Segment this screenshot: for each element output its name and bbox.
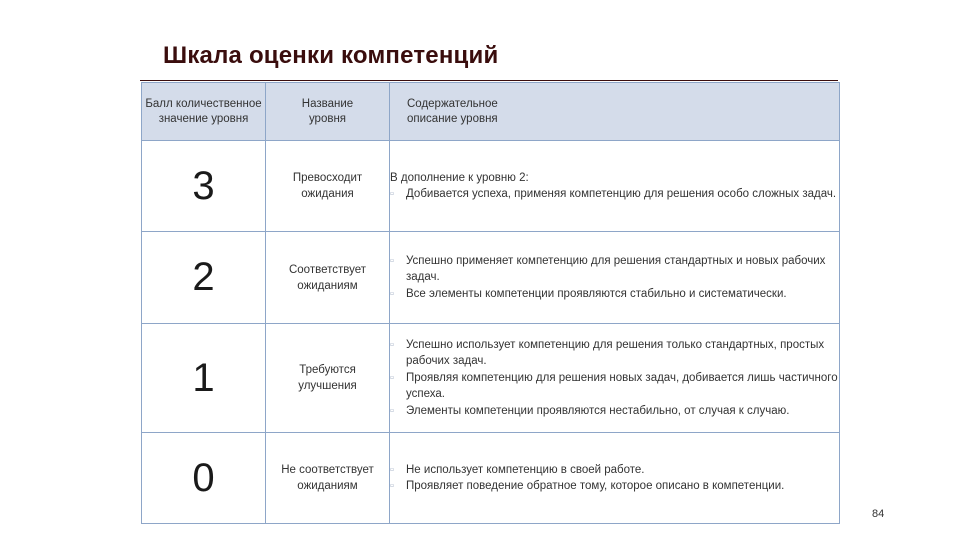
description-list [390, 253, 839, 303]
table-row [142, 433, 840, 524]
page-title: Шкала оценки компетенций [163, 42, 499, 69]
description-item [390, 286, 839, 303]
title-underline [140, 80, 838, 81]
header-description-text: Содержательное описание уровня [407, 97, 498, 125]
table-row [142, 141, 840, 232]
header-level-name-text: Название уровня [301, 97, 354, 125]
description-item [390, 253, 839, 286]
description-item [390, 403, 839, 420]
description-item [390, 370, 839, 403]
description-cell [390, 324, 840, 433]
description-item-text: Добивается успеха, применяя компетенцию для решения особо сложных задач. [406, 188, 837, 200]
bullet-icon: ▫ [390, 404, 394, 417]
bullet-icon: ▫ [390, 287, 394, 300]
header-level-name [266, 83, 390, 141]
table-row [142, 324, 840, 433]
header-description [390, 83, 840, 141]
description-intro: В дополнение к уровню 2: [390, 171, 529, 184]
score-cell: 2 [142, 232, 266, 324]
description-item [390, 186, 839, 203]
description-cell [390, 232, 840, 324]
level-name-text: Не соответствует ожиданиям [281, 464, 374, 492]
description-list [390, 186, 839, 203]
description-item-text: Не использует компетенцию в своей работе. [406, 463, 645, 476]
description-list [390, 462, 839, 495]
description-item-text: Проявляет поведение обратное тому, которое описано в компетенции. [406, 480, 785, 492]
bullet-icon: ▫ [390, 480, 394, 492]
level-name-cell [266, 141, 390, 232]
score-cell: 1 [142, 324, 266, 433]
description-item-text: Все элементы компетенции проявляются стабильно и систематически. [406, 287, 787, 300]
description-item-text: Проявляя компетенцию для решения новых задач, добивается лишь частичного успеха. [406, 371, 838, 401]
level-name-text: Соответствует ожиданиям [288, 263, 367, 292]
description-item [390, 462, 839, 479]
bullet-icon: ▫ [390, 188, 394, 200]
competency-scale-table [141, 82, 840, 524]
level-name-text: Превосходит ожидания [292, 172, 363, 200]
description-item-text: Успешно использует компетенцию для решения только стандартных, простых рабочих задач. [406, 338, 825, 368]
bullet-icon: ▫ [390, 254, 394, 267]
bullet-icon: ▫ [390, 371, 394, 384]
score-cell: 0 [142, 433, 266, 524]
description-item [390, 337, 839, 370]
table-header-row [142, 83, 840, 141]
score-cell: 3 [142, 141, 266, 232]
description-cell [390, 141, 840, 232]
page-number: 84 [872, 508, 885, 520]
description-cell [390, 433, 840, 524]
level-name-cell [266, 232, 390, 324]
bullet-icon: ▫ [390, 463, 394, 476]
header-score: Балл количественное значение уровня [142, 83, 266, 141]
level-name-text: Требуются улучшения [298, 364, 357, 392]
description-item [390, 478, 839, 495]
table-row [142, 232, 840, 324]
bullet-icon: ▫ [390, 338, 394, 351]
description-item-text: Успешно применяет компетенцию для решения стандартных и новых рабочих задач. [406, 254, 826, 284]
description-item-text: Элементы компетенции проявляются нестабильно, от случая к случаю. [406, 404, 790, 417]
level-name-cell [266, 433, 390, 524]
description-list [390, 337, 839, 420]
level-name-cell [266, 324, 390, 433]
